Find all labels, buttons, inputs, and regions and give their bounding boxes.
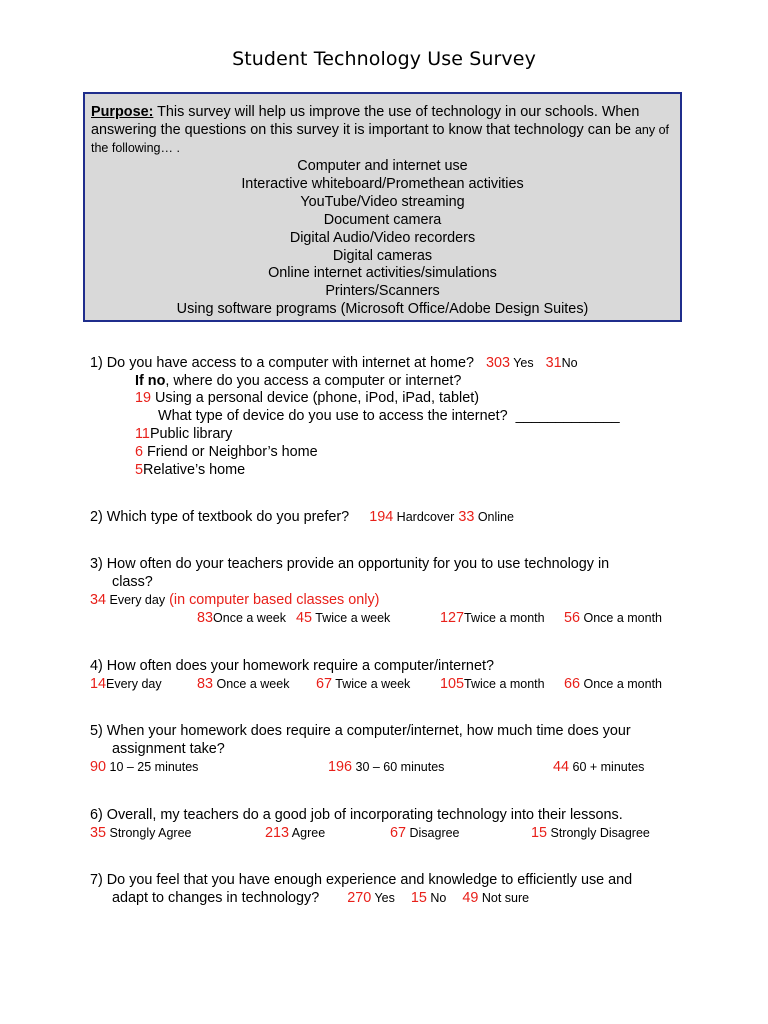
- q6-question: 6) Overall, my teachers do a good job of incorporating technology into their lessons.: [90, 807, 623, 823]
- q4-everyday: [90, 676, 162, 692]
- q4-week-label: Once a week: [213, 677, 290, 691]
- q2-online-count: 33: [458, 509, 475, 525]
- q1-no-count: 31: [545, 355, 562, 371]
- q7-yes-count: 270: [347, 890, 372, 906]
- q2-line: [90, 509, 514, 525]
- q4-week: [197, 676, 289, 692]
- q3-month: [564, 610, 662, 626]
- q3-everyday-label: Every day: [106, 593, 166, 607]
- q7-question-line1: 7) Do you feel that you have enough experience and knowledge to efficiently use and: [90, 872, 633, 888]
- q3-twiceweek-label: Twice a week: [312, 611, 391, 625]
- q3-week-label: Once a week: [213, 611, 286, 625]
- q1-yes-label: Yes: [509, 356, 534, 370]
- q1-relative-count: 5: [135, 462, 144, 478]
- q7-question-line2-text: adapt to changes in technology?: [112, 890, 320, 906]
- q5-question-line2: assignment take?: [112, 741, 225, 757]
- q6-a-label: Agree: [289, 826, 326, 840]
- q3-twicemonth-label: Twice a month: [464, 611, 545, 625]
- list-item: Digital cameras: [332, 247, 433, 264]
- q5-c-count: 44: [553, 759, 570, 775]
- q6-d-label: Disagree: [406, 826, 460, 840]
- q1-no-label: No: [561, 356, 578, 370]
- q3-week-count: 83: [197, 610, 214, 626]
- q1-friend-count: 6: [135, 444, 144, 460]
- q3-question-line1: 3) How often do your teachers provide an opportunity for you to use technology in: [90, 556, 610, 572]
- purpose-intro: [91, 103, 676, 157]
- q7-no-count: 15: [410, 890, 427, 906]
- list-item: Interactive whiteboard/Promethean activities: [241, 175, 524, 192]
- q1-personal-count: 19: [135, 390, 152, 406]
- q6-agree: [265, 825, 325, 841]
- q6-a-count: 213: [265, 825, 290, 841]
- q5-option-c: [553, 759, 644, 775]
- q1-relative-line: [135, 462, 245, 478]
- purpose-label: Purpose:: [91, 104, 154, 120]
- q2-hard-count: 194: [369, 509, 394, 525]
- q5-option-b: [328, 759, 444, 775]
- q1-question: 1) Do you have access to a computer with internet at home?: [90, 355, 474, 371]
- list-item: Computer and internet use: [297, 158, 468, 174]
- q6-strongly-agree: [90, 825, 191, 841]
- list-item: Using software programs (Microsoft Office/Adobe Design Suites): [176, 301, 589, 318]
- q5-a-label: 10 – 25 minutes: [106, 760, 199, 774]
- q4-twicemonth-count: 105: [440, 676, 465, 692]
- q4-question: 4) How often does your homework require a computer/internet?: [90, 658, 494, 674]
- q7-question-line2: [112, 890, 529, 906]
- purpose-box: [83, 92, 682, 322]
- list-item: Printers/Scanners: [325, 283, 440, 300]
- q1-relative-label: Relative’s home: [143, 462, 246, 478]
- q7-no-label: No: [426, 891, 447, 905]
- q6-sd-label: Strongly Disagree: [547, 826, 650, 840]
- q4-twiceweek-label: Twice a week: [332, 677, 411, 691]
- q1-friend-line: [135, 444, 318, 460]
- q1-friend-label: Friend or Neighbor’s home: [143, 444, 318, 460]
- q1-device-question: What type of device do you use to access the internet?: [158, 408, 508, 424]
- q3-twice-month: [440, 610, 545, 626]
- technology-list: [85, 158, 680, 319]
- q4-twice-week: [316, 676, 410, 692]
- q4-week-count: 83: [197, 676, 214, 692]
- q5-b-count: 196: [328, 759, 353, 775]
- q3-month-label: Once a month: [580, 611, 663, 625]
- q1-personal-line: [135, 390, 479, 406]
- q1-library-label: Public library: [149, 426, 233, 442]
- q1-ifno-line: [135, 373, 461, 389]
- q4-twicemonth-label: Twice a month: [464, 677, 545, 691]
- q6-sa-label: Strongly Agree: [106, 826, 192, 840]
- q3-twice-week: [296, 610, 390, 626]
- q1-device-line: [158, 408, 620, 424]
- list-item: YouTube/Video streaming: [300, 193, 465, 210]
- q7-yes-label: Yes: [371, 891, 395, 905]
- list-item: Digital Audio/Video recorders: [289, 229, 476, 246]
- q1-yes-count: 303: [485, 355, 510, 371]
- q3-twicemonth-count: 127: [440, 610, 465, 626]
- q2-question: 2) Which type of textbook do you prefer?: [90, 509, 350, 525]
- q1-ifno-bold: If no: [135, 373, 166, 389]
- q1-personal-label: Using a personal device (phone, iPod, iPad, tablet): [151, 390, 479, 406]
- q5-option-a: [90, 759, 198, 775]
- q5-a-count: 90: [90, 759, 107, 775]
- q4-month-label: Once a month: [580, 677, 663, 691]
- q5-question-line1: 5) When your homework does require a computer/internet, how much time does your: [90, 723, 631, 739]
- purpose-text-tail: any of the following… .: [91, 123, 670, 155]
- q3-twiceweek-count: 45: [296, 610, 313, 626]
- q3-question-line2: class?: [112, 574, 153, 590]
- q4-everyday-label: Every day: [106, 677, 162, 691]
- q1-library-line: [135, 426, 232, 442]
- q6-sd-count: 15: [531, 825, 548, 841]
- q4-month: [564, 676, 662, 692]
- q6-strongly-disagree: [531, 825, 650, 841]
- q7-ns-label: Not sure: [478, 891, 530, 905]
- q6-sa-count: 35: [90, 825, 107, 841]
- purpose-text: This survey will help us improve the use of technology in our schools. When answering the questions on this survey it is important to know that technology can be: [91, 104, 640, 138]
- q7-ns-count: 49: [462, 890, 479, 906]
- q4-everyday-count: 14: [90, 676, 107, 692]
- q4-twice-month: [440, 676, 545, 692]
- q6-d-count: 67: [390, 825, 407, 841]
- q1-library-count: 11: [135, 426, 150, 442]
- list-item: Document camera: [323, 211, 442, 228]
- q3-everyday-count: 34: [90, 592, 107, 608]
- q1-question-line: [90, 355, 578, 371]
- q5-c-label: 60 + minutes: [569, 760, 645, 774]
- list-item: Online internet activities/simulations: [268, 265, 497, 282]
- q3-week: [197, 610, 286, 626]
- q1-device-blank: _____________: [515, 408, 620, 424]
- q4-twiceweek-count: 67: [316, 676, 333, 692]
- q2-online-label: Online: [474, 510, 514, 524]
- q2-hard-label: Hardcover: [393, 510, 455, 524]
- q1-ifno-text: , where do you access a computer or internet?: [165, 373, 462, 389]
- q6-disagree: [390, 825, 460, 841]
- q4-month-count: 66: [564, 676, 581, 692]
- q5-b-label: 30 – 60 minutes: [352, 760, 445, 774]
- page-title: Student Technology Use Survey: [232, 48, 536, 70]
- q3-month-count: 56: [564, 610, 581, 626]
- q3-note: (in computer based classes only): [165, 592, 380, 608]
- q3-everyday: [90, 592, 379, 608]
